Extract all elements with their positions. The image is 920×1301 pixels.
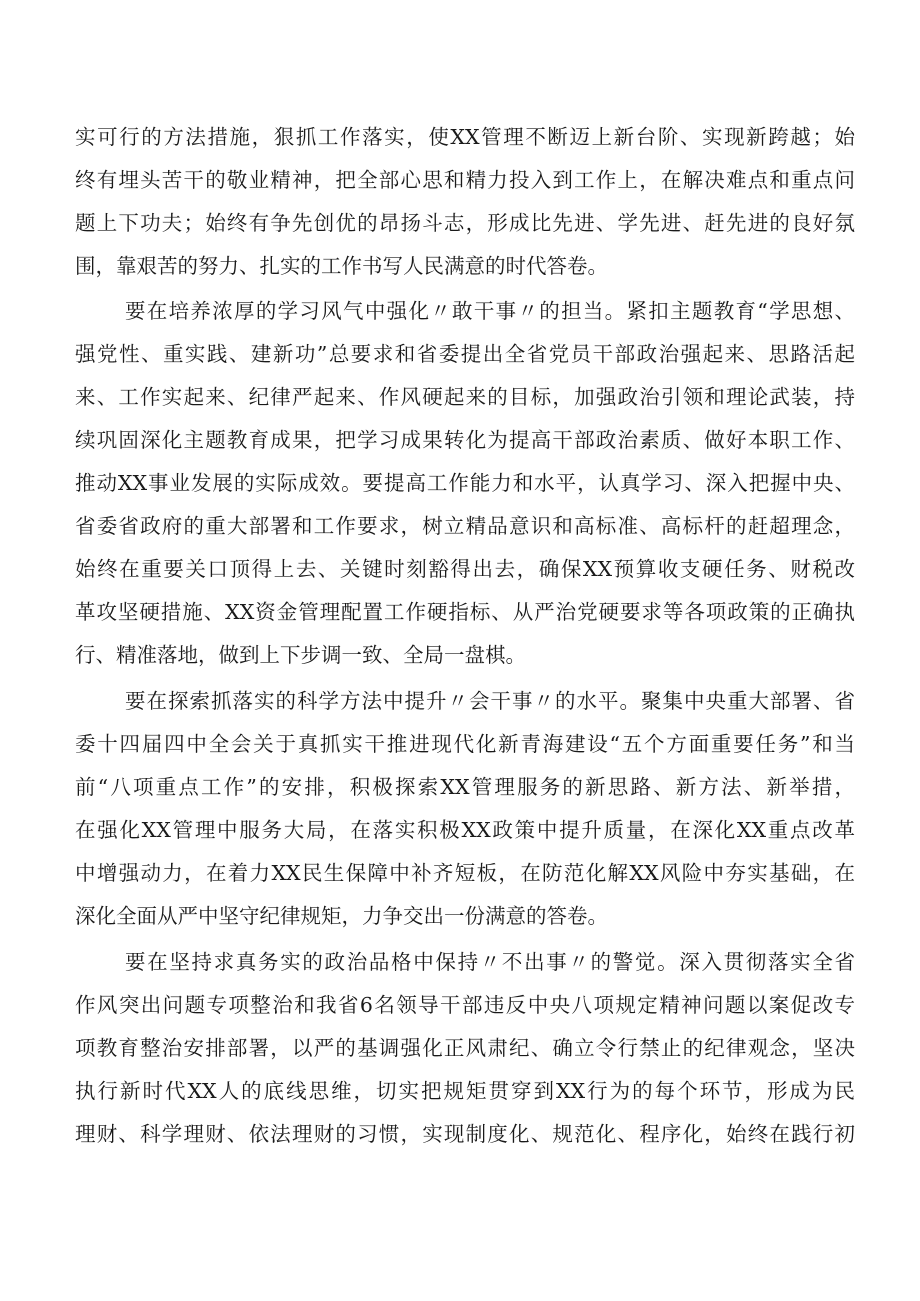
text-line: 在强化XX管理中服务大局，在落实积极XX政策中提升质量，在深化XX重点改革 (75, 818, 855, 842)
text-line: 终有埋头苦干的敬业精神，把全部心思和精力投入到工作上，在解决难点和重点问 (75, 168, 855, 192)
text-line: 执行新时代XX人的底线思维，切实把规矩贯穿到XX行为的每个环节，形成为民 (75, 1079, 855, 1103)
text-line: 省委省政府的重大部署和工作要求，树立精品意识和高标准、高标杆的赶超理念， (75, 514, 855, 538)
text-line: 续巩固深化主题教育成果，把学习成果转化为提高干部政治素质、做好本职工作、 (75, 428, 855, 452)
text-line: 革攻坚硬措施、XX资金管理配置工作硬指标、从严治党硬要求等各项政策的正确执 (75, 600, 855, 624)
text-line: 围，靠艰苦的努力、扎实的工作书写人民满意的时代答卷。 (75, 254, 608, 278)
paragraph-first-line: 要在培养浓厚的学习风气中强化〃敢干事〃的担当。紧扣主题教育“学思想、 (125, 299, 855, 323)
text-line: 中增强动力，在着力XX民生保障中补齐短板，在防范化解XX风险中夯实基础，在 (75, 861, 855, 885)
text-line: 前“八项重点工作”的安排，积极探索XX管理服务的新思路、新方法、新举措， (75, 775, 855, 799)
text-line: 深化全面从严中坚守纪律规矩，力争交出一份满意的答卷。 (75, 904, 608, 928)
text-line: 始终在重要关口顶得上去、关键时刻豁得出去，确保XX预算收支硬任务、财税改 (75, 557, 855, 581)
text-line: 作风突出问题专项整治和我省6名领导干部违反中央八项规定精神问题以案促改专 (75, 993, 855, 1017)
text-line: 理财、科学理财、依法理财的习惯，实现制度化、规范化、程序化，始终在践行初 (75, 1122, 855, 1146)
text-line: 委十四届四中全会关于真抓实干推进现代化新青海建设“五个方面重要任务”和当 (75, 732, 855, 756)
text-line: 行、精准落地，做到上下步调一致、全局一盘棋。 (75, 643, 526, 667)
text-line: 题上下功夫；始终有争先创优的昂扬斗志，形成比先进、学先进、赶先进的良好氛 (75, 211, 855, 235)
paragraph-first-line: 要在探索抓落实的科学方法中提升〃会干事〃的水平。聚集中央重大部署、省 (125, 689, 855, 713)
text-line: 实可行的方法措施，狠抓工作落实，使XX管理不断迈上新台阶、实现新跨越；始 (75, 125, 855, 149)
text-line: 推动XX事业发展的实际成效。要提高工作能力和水平，认真学习、深入把握中央、 (75, 471, 855, 495)
text-line: 项教育整治安排部署，以严的基调强化正风肃纪、确立令行禁止的纪律观念，坚决 (75, 1036, 855, 1060)
paragraph-first-line: 要在坚持求真务实的政治品格中保持〃不出事〃的警觉。深入贯彻落实全省 (125, 950, 855, 974)
text-line: 来、工作实起来、纪律严起来、作风硬起来的目标，加强政治引领和理论武装，持 (75, 385, 855, 409)
text-line: 强党性、重实践、建新功”总要求和省委提出全省党员干部政治强起来、思路活起 (75, 342, 855, 366)
